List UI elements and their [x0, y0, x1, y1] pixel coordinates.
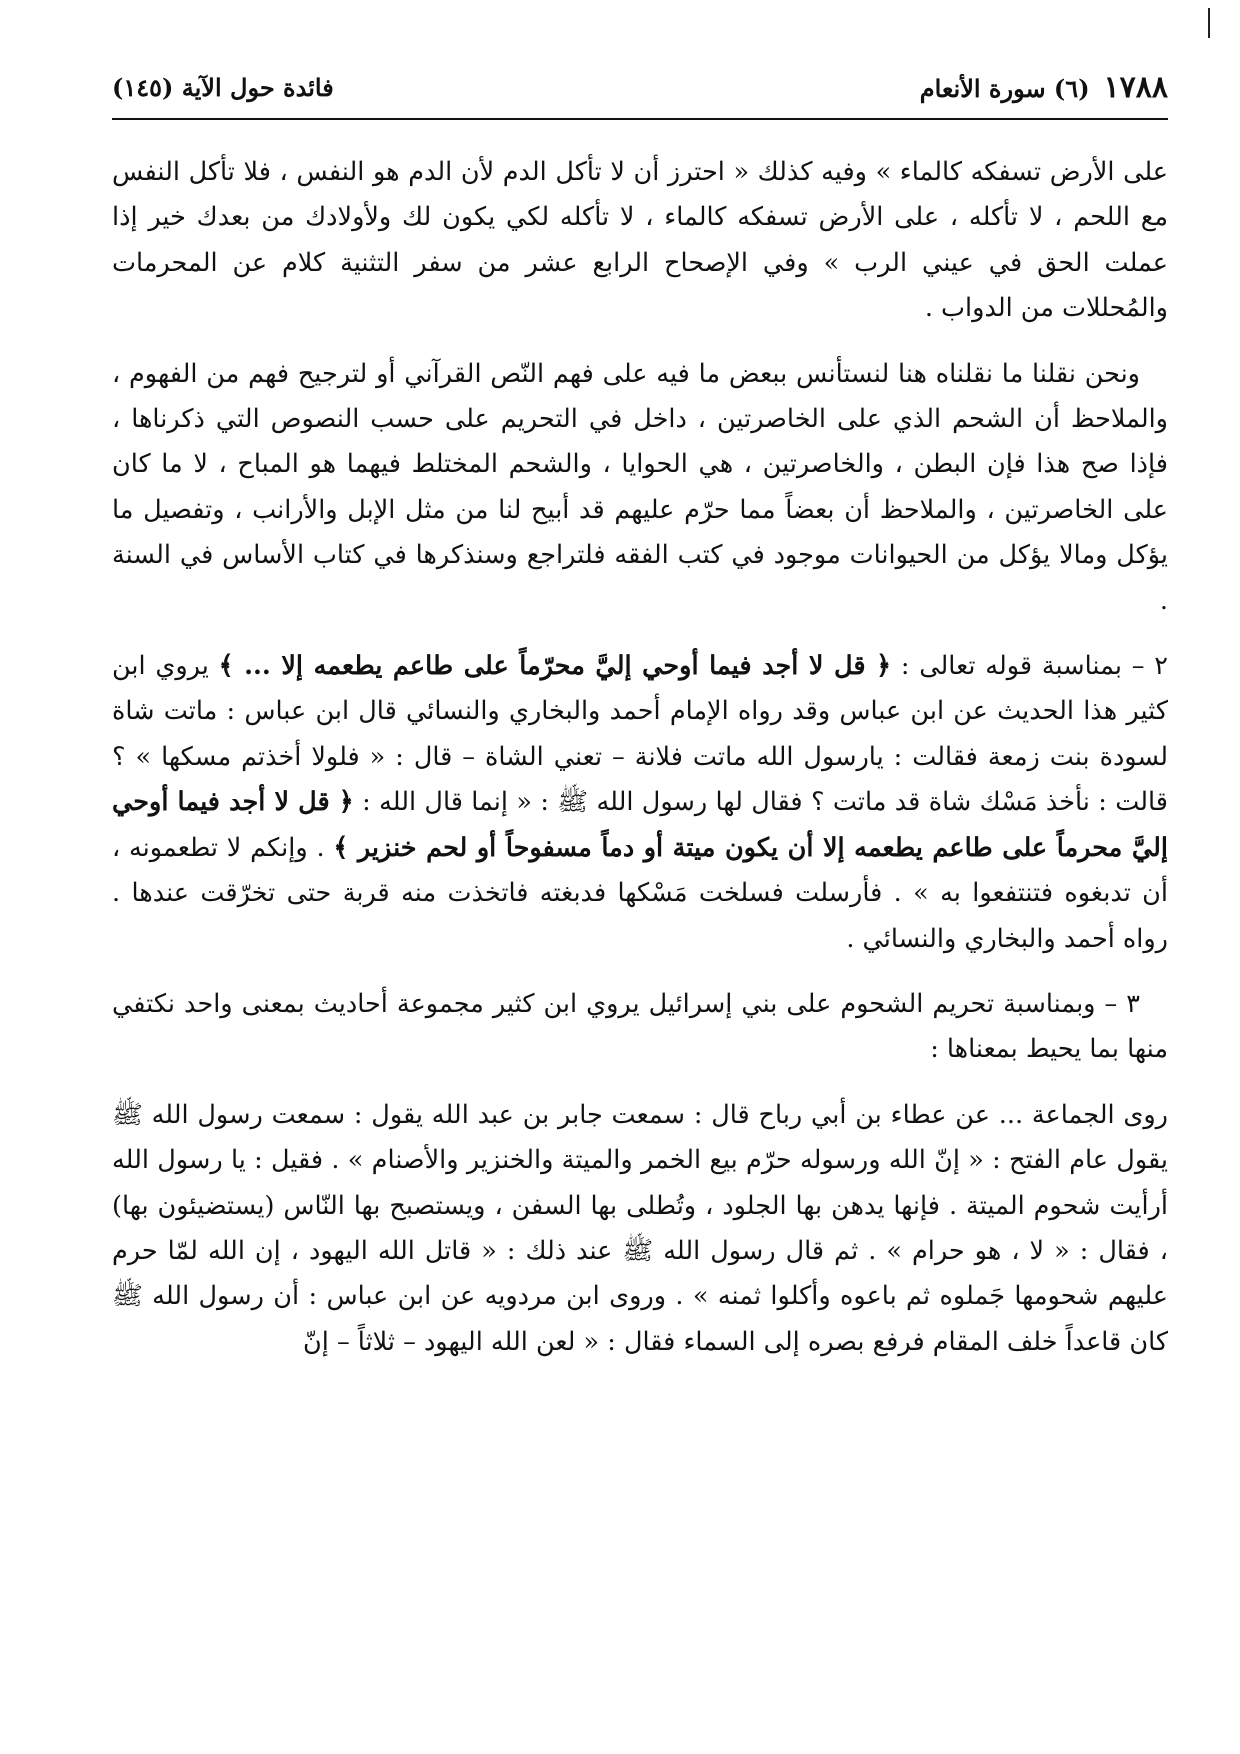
page-header — [112, 64, 1168, 110]
paragraph-text: ٣ – وبمناسبة تحريم الشحوم على بني إسرائيل يروي ابن كثير مجموعة أحاديث بمعنى واحد نكتفي منها بما يحيط بمعناها : — [112, 988, 1168, 1065]
body-paragraph — [112, 1093, 1168, 1365]
page-number: ١٧٨٨ — [1103, 69, 1168, 105]
paragraph-text: ٢ – بمناسبة قوله تعالى : — [891, 651, 1168, 682]
surah-title: (٦) سورة الأنعام — [919, 73, 1090, 103]
paragraph-text: ونحن نقلنا ما نقلناه هنا لنستأنس ببعض ما فيه على فهم النّص القرآني أو لترجيح فهم من الفهوم ، والملاحظ أن الشحم الذي على الخاصرتين ، داخل في التحريم على حسب النصوص التي ذكرناها ، فإذا صح هذا فإن البطن ، والخاصرتين ، هي الحوايا ، والشحم المختلط فيهما هو المباح ، لا ما كان على الخاصرتين ، والملاحظ أن بعضاً مما حرّم عليهم قد أبيح لنا من مثل الإبل والأرانب ، وتفصيل ما يؤكل ومالا يؤكل من الحيوانات موجود في كتب الفقه فلتراجع وسنذكرها في كتاب الأساس في السنة . — [112, 358, 1168, 616]
paragraph-text: روى الجماعة ... عن عطاء بن أبي رباح قال : سمعت جابر بن عبد الله يقول : سمعت رسول الله ﷺ يقول عام الفتح : « إنّ الله ورسوله حرّم بيع الخمر والميتة والخنزير والأصنام » . فقيل : يا رسول الله أرأيت شحوم الميتة . فإنها يدهن بها الجلود ، وتُطلى بها السفن ، ويستصبح بها النّاس (يستضيئون بها) ، فقال : « لا ، هو حرام » . ثم قال رسول الله ﷺ عند ذلك : « قاتل الله اليهود ، إن الله لمّا حرم عليهم شحومها جَملوه ثم باعوه وأكلوا ثمنه » . وروى ابن مردويه عن ابن عباس : أن رسول الله ﷺ كان قاعداً خلف المقام فرفع بصره إلى السماء فقال : « لعن الله اليهود – ثلاثاً – إنّ — [112, 1099, 1168, 1357]
section-title: فائدة حول الآية (١٤٥) — [112, 72, 334, 102]
paragraph-text: يروي ابن كثير هذا الحديث عن ابن عباس وقد رواه الإمام أحمد والبخاري والنسائي قال ابن عباس : ماتت شاة لسودة بنت زمعة فقالت : يارسول الله ماتت فلانة – تعني الشاة – قال : « فلولا أخذتم مسكها » ؟ قالت : نأخذ مَسْك شاة قد ماتت ؟ فقال لها رسول الله ﷺ : « إنما قال الله : — [112, 651, 1168, 818]
header-right — [920, 70, 1168, 105]
header-rule — [112, 118, 1168, 120]
body-paragraph — [112, 150, 1168, 332]
quran-verse: ﴿ قل لا أجد فيما أوحي إليَّ محرّماً على طاعم يطعمه إلا ... ﴾ — [218, 651, 892, 682]
quran-verse: ﴿ قل لا أجد فيما أوحي إليَّ محرماً على طاعم يطعمه إلا أن يكون ميتة أو دماً مسفوحاً أو لحم خنزير ﴾ — [112, 787, 1168, 863]
body-paragraph — [112, 352, 1168, 624]
scan-edge-mark — [1208, 8, 1210, 38]
page-body — [112, 150, 1168, 1385]
paragraph-text: على الأرض تسفكه كالماء » وفيه كذلك « احترز أن لا تأكل الدم لأن الدم هو النفس ، فلا تأكل النفس مع اللحم ، لا تأكله ، على الأرض تسفكه كالماء ، لا تأكله لكي يكون لك ولأولادك من بعدك خير إذا عملت الحق في عيني الرب » وفي الإصحاح الرابع عشر من سفر التثنية كلام عن المحرمات والمُحللات من الدواب . — [112, 157, 1168, 324]
paragraph-text: . وإنكم لا تطعمونه ، أن تدبغوه فتنتفعوا به » . فأرسلت فسلخت مَسْكها فدبغته فاتخذت منه قربة حتى تخرّقت عندها . رواه أحمد والبخاري والنسائي . — [112, 832, 1168, 954]
body-paragraph — [112, 644, 1168, 962]
body-paragraph — [112, 982, 1168, 1073]
